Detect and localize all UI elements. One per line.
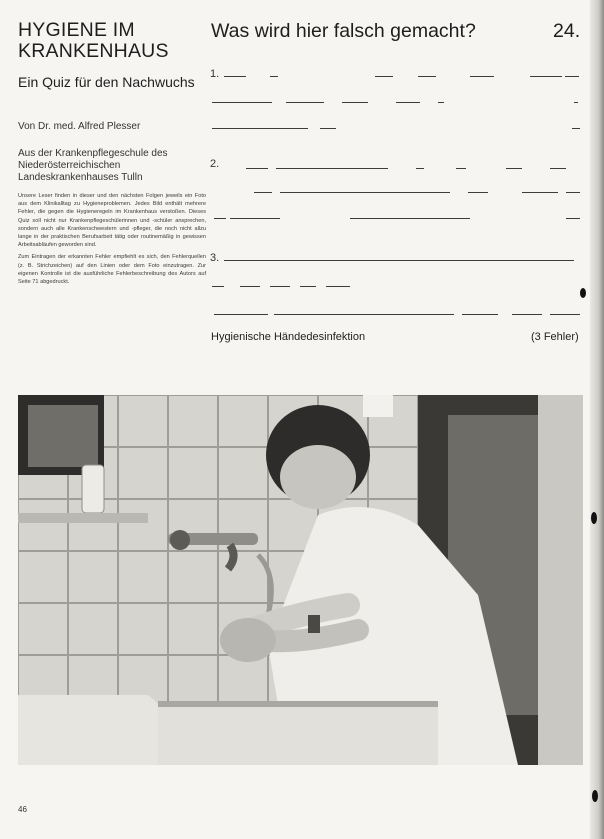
answer-number: 2. <box>210 158 220 170</box>
answer-line[interactable] <box>270 76 278 77</box>
page-number: 46 <box>18 805 27 814</box>
answer-line[interactable] <box>522 192 558 193</box>
main-title: HYGIENE IM KRANKENHAUS <box>18 19 169 62</box>
answer-line[interactable] <box>512 314 542 315</box>
answer-line[interactable] <box>566 192 580 193</box>
answer-line[interactable] <box>212 286 224 287</box>
edge-mark <box>591 512 597 524</box>
author-line: Von Dr. med. Alfred Plesser <box>18 121 141 132</box>
intro-text <box>18 192 206 286</box>
answer-number: 3. <box>210 252 220 264</box>
answer-line[interactable] <box>320 128 336 129</box>
answer-line[interactable] <box>462 314 498 315</box>
answer-line[interactable] <box>456 168 466 169</box>
quiz-question: Was wird hier falsch gemacht? <box>211 20 476 42</box>
answer-line[interactable] <box>342 102 368 103</box>
answer-line[interactable] <box>565 76 579 77</box>
edge-mark <box>592 790 598 802</box>
answer-line[interactable] <box>274 314 454 315</box>
photo-caption: Hygienische Händedesinfektion <box>211 331 366 343</box>
answer-line[interactable] <box>572 128 580 129</box>
answer-line[interactable] <box>286 102 324 103</box>
edge-mark <box>580 288 586 298</box>
answer-area <box>210 62 580 324</box>
answer-line[interactable] <box>574 102 578 103</box>
answer-line[interactable] <box>240 286 260 287</box>
answer-line[interactable] <box>300 286 316 287</box>
answer-line[interactable] <box>326 286 350 287</box>
answer-line[interactable] <box>270 286 290 287</box>
affiliation: Aus der Krankenpflegeschule des Niederösterreichischen Landeskrankenhauses Tulln <box>18 148 168 183</box>
answer-line[interactable] <box>280 192 450 193</box>
answer-line[interactable] <box>416 168 424 169</box>
answer-line[interactable] <box>230 218 280 219</box>
intro-paragraph: Zum Eintragen der erkannten Fehler empfiehlt es sich, den Fehlerquellen (z. B. Strichzeichen) auf den Linien oder dem Foto einzutragen. Zur eigenen Kontrolle ist die ausführliche Fehlerbeschreibung des Autors auf Seite 71 abgedruckt. <box>18 254 206 286</box>
answer-line[interactable] <box>224 260 574 261</box>
quiz-number: 24. <box>553 20 581 42</box>
answer-number: 1. <box>210 68 220 80</box>
answer-line[interactable] <box>214 314 268 315</box>
answer-line[interactable] <box>566 218 580 219</box>
answer-line[interactable] <box>212 128 308 129</box>
answer-line[interactable] <box>276 168 388 169</box>
subtitle: Ein Quiz für den Nachwuchs <box>18 74 195 90</box>
error-count: (3 Fehler) <box>531 331 579 343</box>
answer-line[interactable] <box>506 168 522 169</box>
answer-line[interactable] <box>418 76 436 77</box>
answer-line[interactable] <box>530 76 562 77</box>
intro-paragraph: Unsere Leser finden in dieser und den nächsten Folgen jeweils ein Foto aus dem Klinikalltag zu Hygieneproblemen. Jedes Bild enthält mehrere Fehler, die gegen die Hygieneregeln im Krankenhaus verstoßen. Dieses Quiz soll nicht nur Krankenpflegeschülerinnen und -schüler ansprechen, sondern auch alle Krankenschwestern und -pfleger, die noch nicht allzu lange in der praktischen Berufsarbeit tätig oder routinemäßig in gewissen Arbeitsabläufen geworden sind. <box>18 193 206 249</box>
answer-line[interactable] <box>438 102 444 103</box>
answer-line[interactable] <box>470 76 494 77</box>
answer-line[interactable] <box>350 218 470 219</box>
page-edge <box>590 0 604 839</box>
answer-line[interactable] <box>468 192 488 193</box>
answer-line[interactable] <box>214 218 226 219</box>
answer-line[interactable] <box>375 76 393 77</box>
handwashing-photo <box>18 395 583 765</box>
answer-line[interactable] <box>396 102 420 103</box>
answer-line[interactable] <box>550 314 580 315</box>
answer-line[interactable] <box>224 76 246 77</box>
answer-line[interactable] <box>550 168 566 169</box>
answer-line[interactable] <box>254 192 272 193</box>
answer-line[interactable] <box>212 102 272 103</box>
answer-line[interactable] <box>246 168 268 169</box>
quiz-photo <box>18 395 583 765</box>
